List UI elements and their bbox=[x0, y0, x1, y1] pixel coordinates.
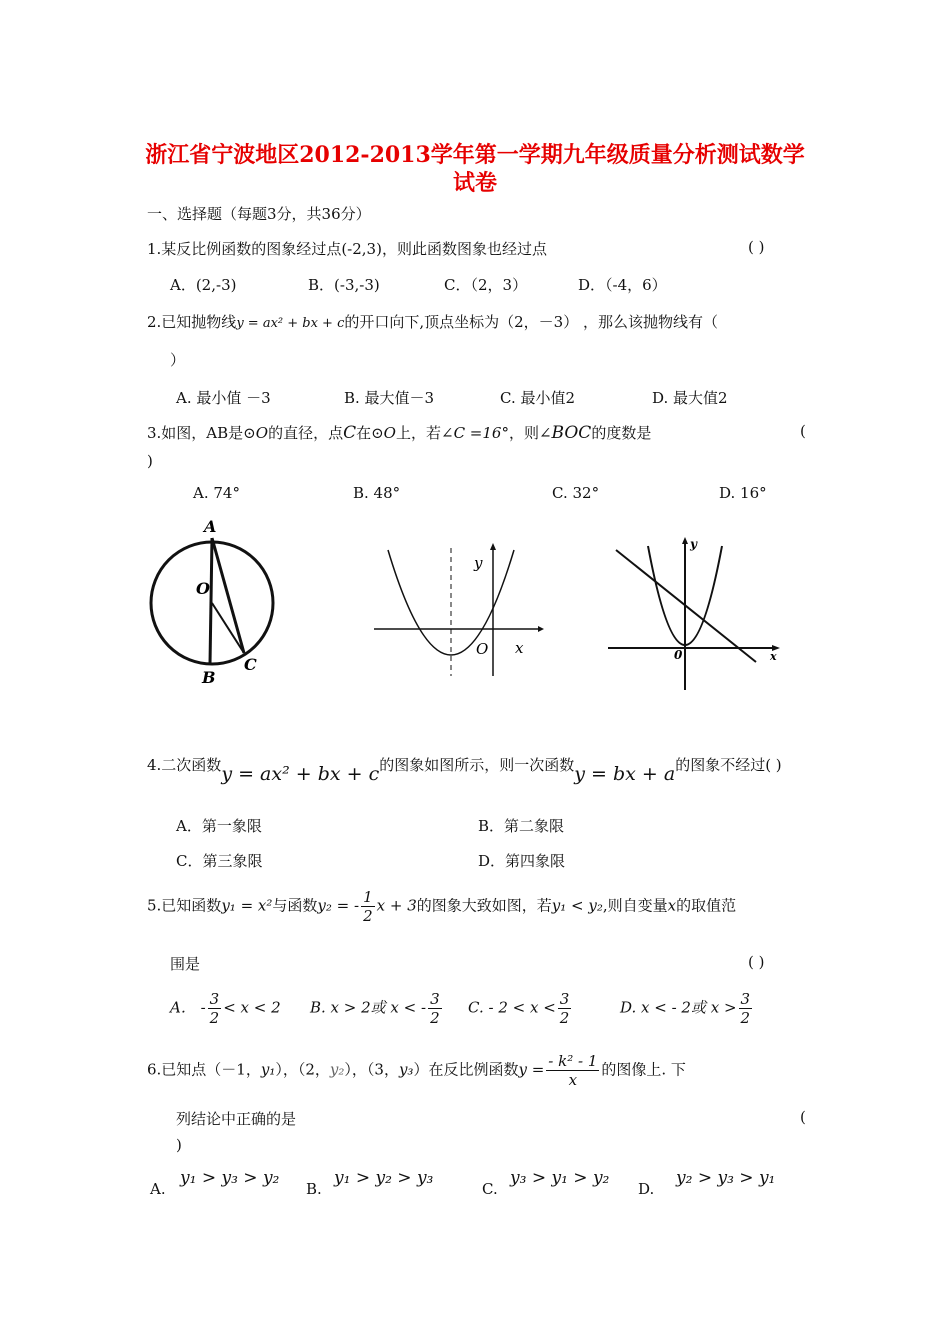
q4-stem bbox=[147, 754, 782, 785]
x-axis-arrow bbox=[538, 626, 544, 632]
q5-optB-num: 3 bbox=[430, 990, 440, 1008]
q5-optD-pre: D. x < - 2或 x > bbox=[620, 998, 737, 1017]
label-origin: 0 bbox=[674, 648, 683, 662]
label-x: x bbox=[515, 639, 524, 657]
q4-option-d: D．第四象限 bbox=[478, 852, 566, 870]
doc-title-line2: 试卷 bbox=[452, 170, 497, 196]
q6-option-c: y₃ > y₁ > y₂ bbox=[510, 1168, 610, 1188]
q3-boc: BOC bbox=[551, 423, 592, 443]
q6-option-a-letter: A. bbox=[150, 1180, 166, 1198]
q5-optA-post: < x < 2 bbox=[223, 998, 281, 1017]
q5-cond: y₁ < y₂ bbox=[551, 896, 603, 915]
q5-y2b: x + 3 bbox=[376, 896, 417, 915]
label-b: B bbox=[202, 668, 216, 687]
q5-y1: y₁ = x² bbox=[221, 896, 273, 915]
q6-stem-b: ），（2， bbox=[275, 1060, 330, 1079]
q6-line2: 列结论中正确的是 bbox=[176, 1110, 297, 1128]
q3-option-c: C. 32° bbox=[552, 484, 600, 502]
q6-stem-d: ）在反比例函数 bbox=[413, 1060, 519, 1079]
q5-optB-pre: B. x > 2或 x < - bbox=[310, 998, 427, 1017]
doc-title-line1: 浙江省宁波地区2012-2013学年第一学期九年级质量分析测试数学 bbox=[145, 142, 805, 168]
q5-stem-c: 的图象大致如图，若 bbox=[416, 896, 552, 915]
q3-angle: C =16° bbox=[453, 424, 509, 442]
q1-bracket: ( ) bbox=[748, 238, 765, 256]
q5-y2a: y₂ = - bbox=[317, 896, 360, 915]
q5-optD-den: 2 bbox=[740, 1009, 751, 1027]
q6-fraction bbox=[546, 1052, 599, 1089]
q5-optC-frac bbox=[558, 990, 572, 1027]
q3-option-b: B. 48° bbox=[353, 484, 401, 502]
q2-option-d: D. 最大值2 bbox=[652, 389, 728, 407]
q5-optA-pre: A． - bbox=[170, 998, 206, 1017]
q6-option-b-letter: B. bbox=[306, 1180, 322, 1198]
q3-o1: O bbox=[255, 424, 269, 442]
q4-option-c: C．第三象限 bbox=[176, 852, 263, 870]
q6-frac-den: x bbox=[568, 1071, 578, 1089]
chord-ac bbox=[212, 538, 244, 653]
q5-optC-num: 3 bbox=[559, 990, 570, 1008]
q6-yeq: y = bbox=[518, 1060, 545, 1079]
q5-stem-b: 与函数 bbox=[272, 896, 318, 915]
q3-stem-b: 的直径，点 bbox=[268, 424, 344, 442]
q6-option-b: y₁ > y₂ > y₃ bbox=[334, 1168, 434, 1188]
q1-option-d: D．（-4，6） bbox=[578, 276, 667, 294]
q3-bracket-open: ( bbox=[800, 422, 806, 440]
label-y: y bbox=[474, 554, 483, 572]
q2-option-c: C. 最小值2 bbox=[500, 389, 576, 407]
q6-frac-num: - k² - 1 bbox=[548, 1052, 598, 1070]
q3-stem bbox=[147, 422, 651, 443]
q4-option-b: B．第二象限 bbox=[478, 817, 565, 835]
q5-optC-pre: C. - 2 < x < bbox=[468, 998, 556, 1017]
q5-stem bbox=[147, 888, 736, 925]
q4-formula-quadratic: y = ax² + bx + c bbox=[221, 763, 380, 785]
q5-optA-num: 3 bbox=[209, 990, 220, 1008]
section-heading: 一、选择题（每题3分，共36分） bbox=[147, 205, 371, 223]
q6-option-c-letter: C. bbox=[482, 1180, 498, 1198]
q6-option-a: y₁ > y₃ > y₂ bbox=[180, 1168, 280, 1188]
q1-option-b: B．(-3,-3) bbox=[308, 276, 380, 294]
q5-stem-a: 5.已知函数 bbox=[147, 896, 222, 915]
q5-optB-frac bbox=[428, 990, 442, 1027]
q1-stem: 1.某反比例函数的图象经过点(-2,3)，则此函数图象也经过点 bbox=[147, 240, 547, 258]
q5-x: x bbox=[667, 896, 677, 915]
q5-optA-den: 2 bbox=[209, 1009, 220, 1027]
q5-option-b bbox=[310, 990, 444, 1027]
q6-y1: y₁ bbox=[260, 1060, 276, 1079]
q3-stem-c: 在⊙ bbox=[356, 424, 384, 442]
q3-stem-e: ，则∠ bbox=[508, 424, 552, 442]
q2-option-a: A. 最小值 －3 bbox=[176, 389, 271, 407]
y-axis-arrow bbox=[490, 543, 496, 550]
q6-y3: y₃ bbox=[398, 1060, 414, 1079]
q5-stem-e: 的取值范 bbox=[676, 896, 737, 915]
label-x: x bbox=[770, 650, 777, 663]
label-y: y bbox=[690, 537, 697, 551]
q3-o2: O bbox=[383, 424, 396, 442]
q4-stem-b: 的图象如图所示，则一次函数 bbox=[379, 756, 575, 774]
radius-oc bbox=[212, 603, 244, 653]
q5-optB-den: 2 bbox=[430, 1009, 440, 1027]
q5-optC-den: 2 bbox=[559, 1009, 570, 1027]
q5-optA-frac bbox=[208, 990, 222, 1027]
q5-optD-frac bbox=[739, 990, 753, 1027]
q4-option-a: A．第一象限 bbox=[176, 817, 262, 835]
q5-bracket: ( ) bbox=[748, 953, 765, 971]
q5-fraction bbox=[361, 888, 375, 925]
figure-circle bbox=[140, 510, 300, 690]
diameter-ab bbox=[210, 538, 212, 664]
q2-stem-close: ） bbox=[170, 351, 186, 369]
label-c: C bbox=[244, 655, 257, 674]
q5-line2: 围是 bbox=[170, 955, 201, 973]
q5-option-d bbox=[620, 990, 754, 1027]
q4-stem-c: 的图象不经过( ) bbox=[675, 756, 782, 774]
q3-bracket-close: ) bbox=[147, 452, 153, 470]
label-origin: O bbox=[476, 640, 489, 658]
q2-stem bbox=[147, 311, 718, 332]
q2-stem-b: 的开口向下,顶点坐标为（2，－3） ，那么该抛物线有（ bbox=[344, 313, 718, 331]
q6-stem-e: 的图像上. 下 bbox=[601, 1060, 686, 1079]
q4-stem-a: 4.二次函数 bbox=[147, 756, 222, 774]
q6-option-d-letter: D. bbox=[638, 1180, 655, 1198]
q6-stem-a: 6.已知点（－1， bbox=[147, 1060, 261, 1079]
q5-option-a bbox=[170, 990, 281, 1027]
q5-option-c bbox=[468, 990, 573, 1027]
q3-c: C bbox=[343, 423, 357, 443]
q3-stem-d: 上，若∠ bbox=[395, 424, 454, 442]
q6-bracket-open: ( bbox=[800, 1108, 806, 1126]
q1-option-a: A．(2,-3) bbox=[170, 276, 237, 294]
q6-bracket-close: ) bbox=[176, 1136, 182, 1154]
label-a: A bbox=[204, 517, 217, 536]
figure-parabola-line bbox=[604, 534, 784, 694]
q4-formula-linear: y = bx + a bbox=[574, 763, 676, 785]
label-o: O bbox=[196, 579, 210, 598]
y-axis-arrow bbox=[682, 537, 688, 544]
q5-optD-num: 3 bbox=[740, 990, 751, 1008]
q3-option-d: D. 16° bbox=[719, 484, 767, 502]
q3-option-a: A. 74° bbox=[193, 484, 240, 502]
q3-stem-a: 3.如图，AB是⊙ bbox=[147, 424, 256, 442]
q5-frac-den: 2 bbox=[363, 907, 373, 925]
q2-stem-a: 2.已知抛物线 bbox=[147, 313, 237, 331]
q5-frac-num: 1 bbox=[363, 888, 373, 906]
q3-stem-f: 的度数是 bbox=[591, 424, 652, 442]
q6-y2: y₂ bbox=[329, 1060, 345, 1079]
q1-option-c: C．（2，3） bbox=[444, 276, 528, 294]
figure-parabola bbox=[368, 540, 548, 680]
q2-option-b: B. 最大值－3 bbox=[344, 389, 435, 407]
q5-stem-d: ,则自变量 bbox=[602, 896, 668, 915]
q6-stem bbox=[147, 1052, 686, 1089]
q2-formula: y = ax² + bx + c bbox=[236, 316, 345, 331]
q6-option-d: y₂ > y₃ > y₁ bbox=[676, 1168, 776, 1188]
q6-stem-c: ），（3， bbox=[344, 1060, 399, 1079]
